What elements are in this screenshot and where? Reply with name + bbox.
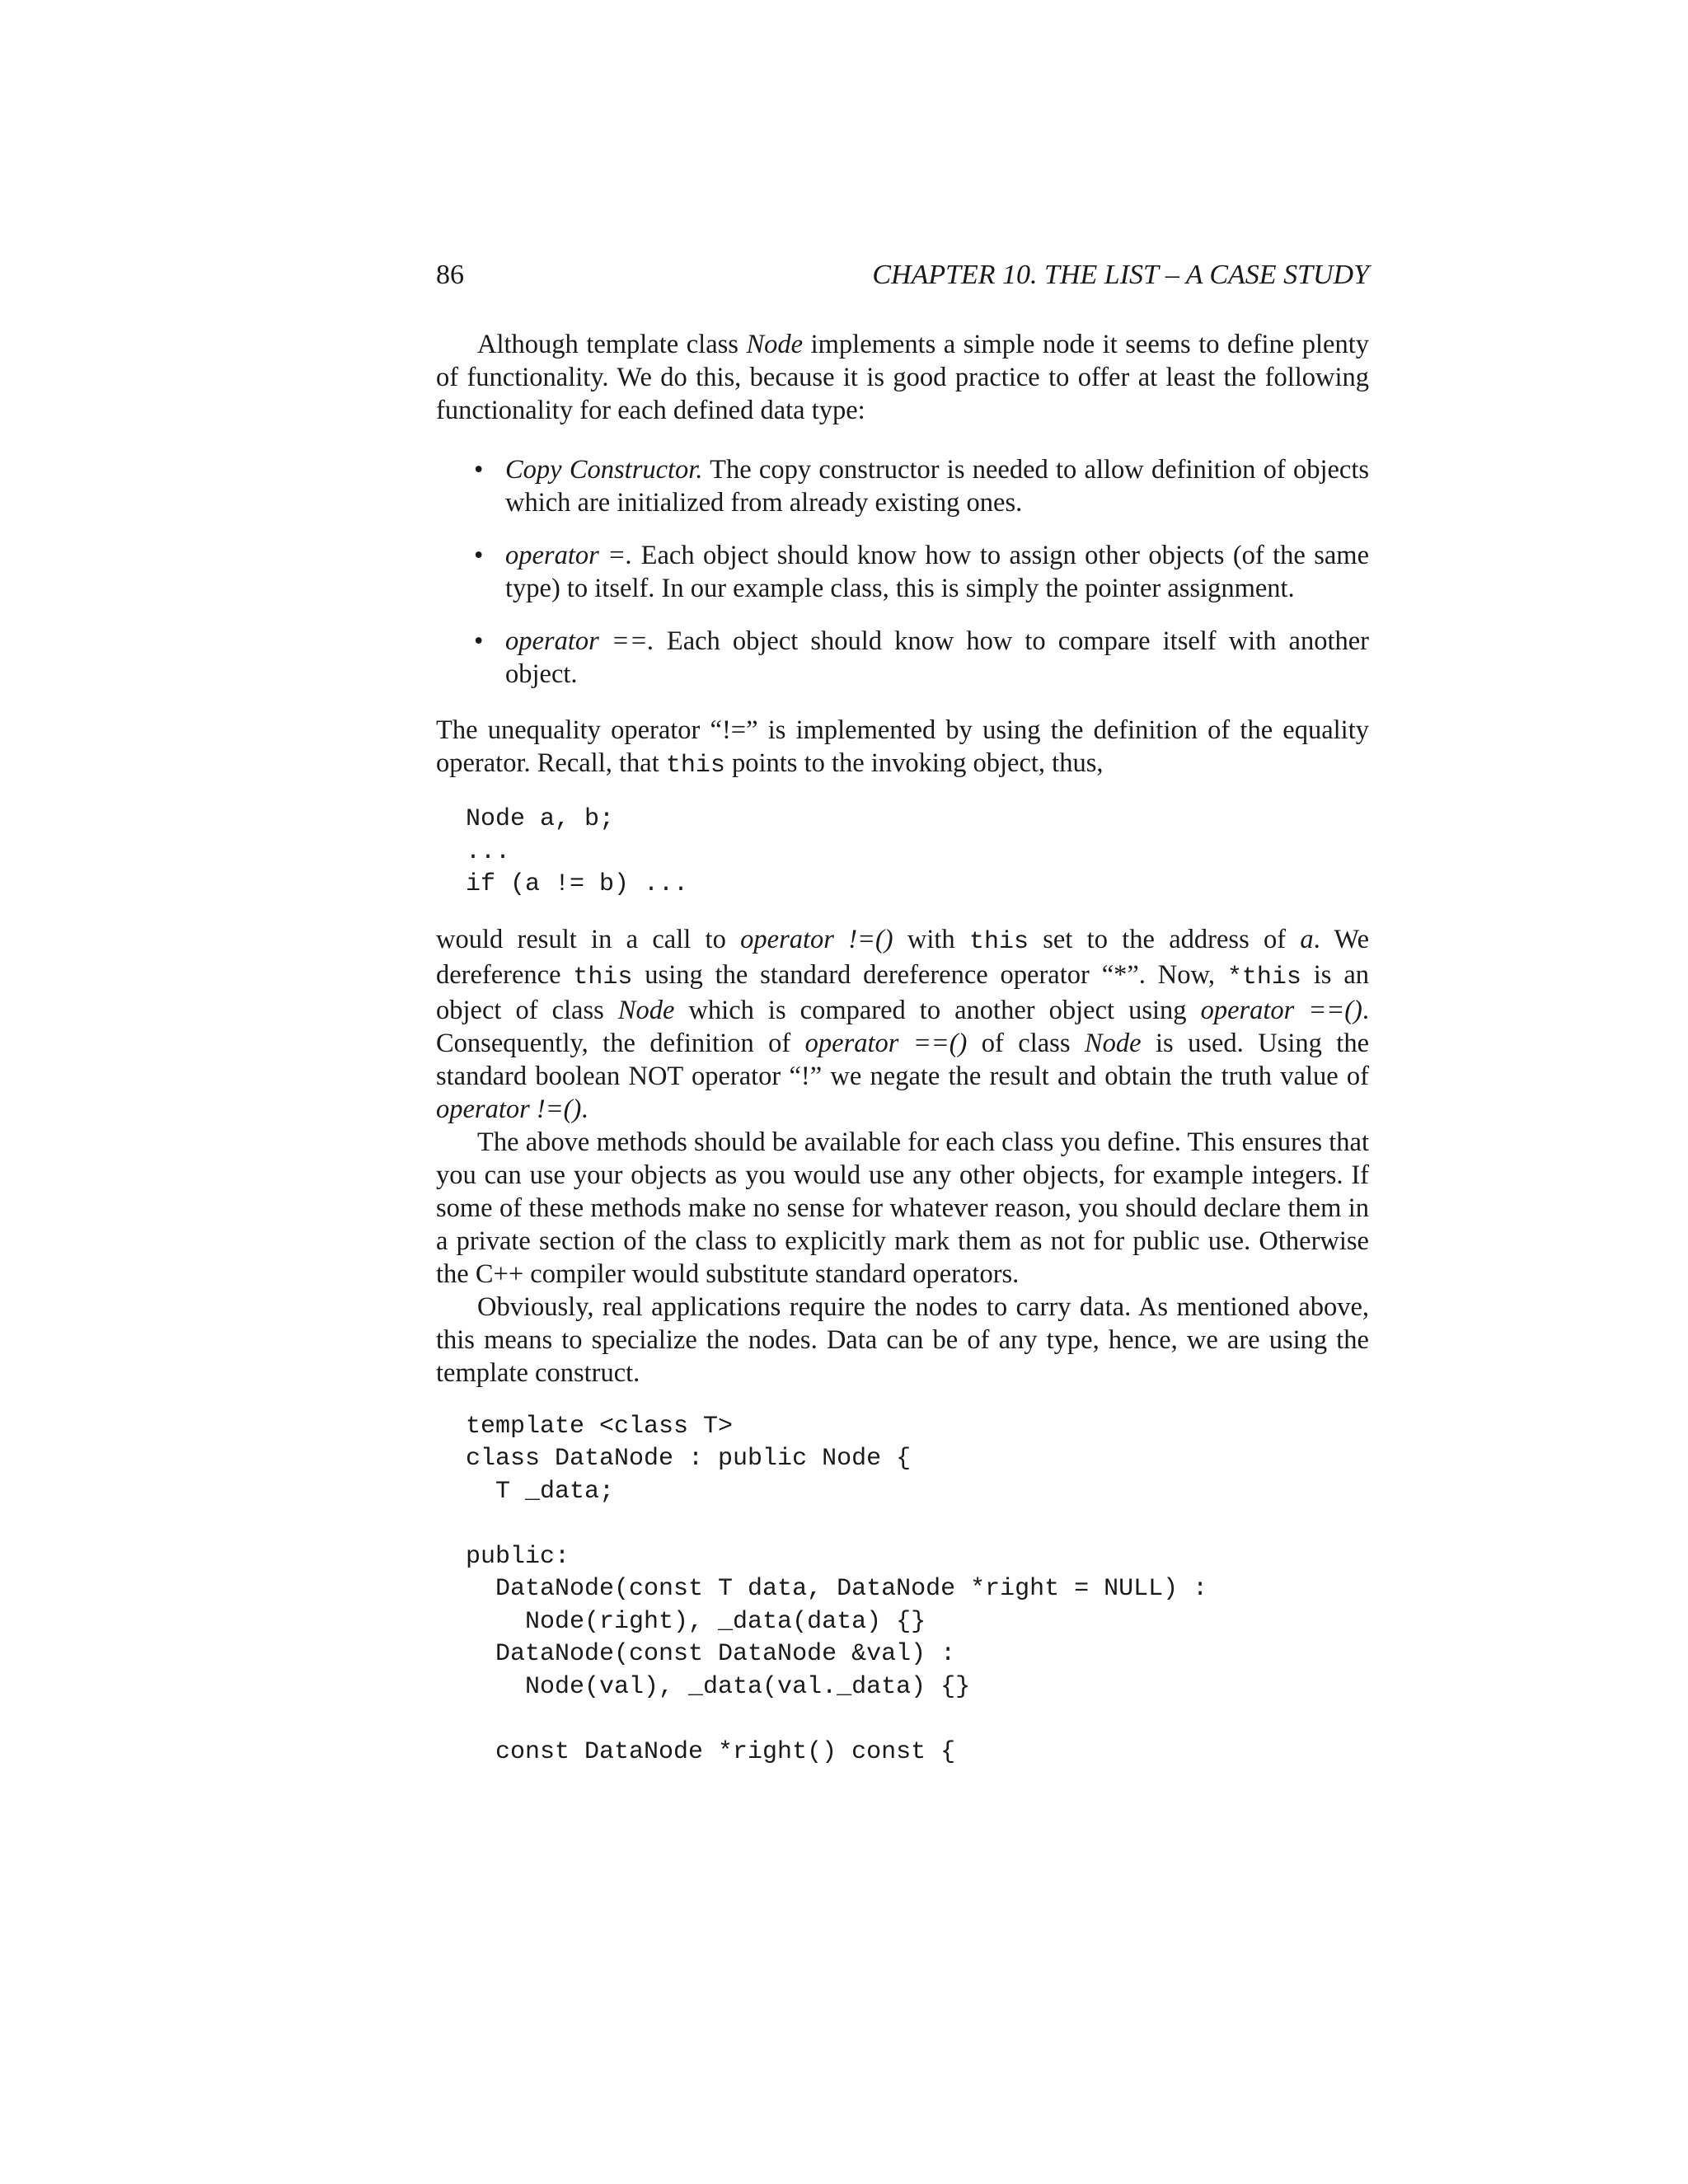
code-line: if (a != b) ... (466, 870, 689, 898)
methods-paragraph: The above methods should be available for each class you define. This ensures that you can use your objects as you would use any other objects, for example integers. If some of these methods make no sense for whatever reason, you should declare them in a private section of the class to explicitly mark them as not for public use. Otherwise the C++ compiler would substitute standard operators. (436, 1127, 1369, 1289)
code-line: public: (466, 1542, 570, 1571)
chapter-title: CHAPTER 10. THE LIST – A CASE STUDY (872, 260, 1369, 290)
list-item: • Copy Constructor. The copy constructor is needed to allow definition of objects which are initialized from already existing ones. (505, 453, 1369, 519)
intro-paragraph: Although template class Node implements a simple node it seems to define plenty of functionality. We do this, because it is good practice to offer at least the following functionality for each defined data type: (436, 330, 1370, 425)
functionality-list (436, 453, 1369, 691)
book-page (436, 259, 1369, 1790)
unequality-paragraph: The unequality operator “!=” is implemented by using the definition of the equality operator. Recall, that this points to the invoking object, thus, (436, 715, 1369, 780)
result-paragraph: would result in a call to operator !=() with this set to the address of a. We dereference this using the standard dereference operator “*”. Now, *this is an object of class Node which is compared to another object using operator ==(). Consequently, the definition of operator ==() of class Node is used. Using the standard boolean NOT operator “!” we negate the result and obtain the truth value of operator !=(). (436, 924, 1369, 1124)
code-line: T _data; (466, 1477, 615, 1506)
list-item: • operator ==. Each object should know how to compare itself with another object. (505, 625, 1369, 691)
code-line: Node(val), _data(val._data) {} (466, 1672, 971, 1701)
code-line: Node(right), _data(data) {} (466, 1607, 926, 1636)
code-line (466, 1704, 1369, 1736)
code-line: Node a, b; (466, 805, 615, 833)
data-paragraph: Obviously, real applications require the nodes to carry data. As mentioned above, this means to specialize the nodes. Data can be of any type, hence, we are using the template construct. (436, 1291, 1369, 1388)
code-line: class DataNode : public Node { (466, 1445, 912, 1473)
code-line: const DataNode *right() const { (466, 1737, 956, 1766)
code-block-comparison (466, 804, 1369, 902)
page-number: 86 (436, 260, 464, 290)
code-line (466, 1508, 1369, 1541)
list-item: • operator =. Each object should know how to assign other objects (of the same type) to itself. In our example class, this is simply the pointer assignment. (505, 539, 1369, 605)
code-line: ... (466, 837, 511, 866)
code-block-datanode (466, 1411, 1369, 1769)
running-header (436, 259, 1369, 292)
code-line: template <class T> (466, 1412, 734, 1441)
code-line: DataNode(const DataNode &val) : (466, 1640, 956, 1668)
code-line: DataNode(const T data, DataNode *right = NULL) : (466, 1575, 1208, 1603)
